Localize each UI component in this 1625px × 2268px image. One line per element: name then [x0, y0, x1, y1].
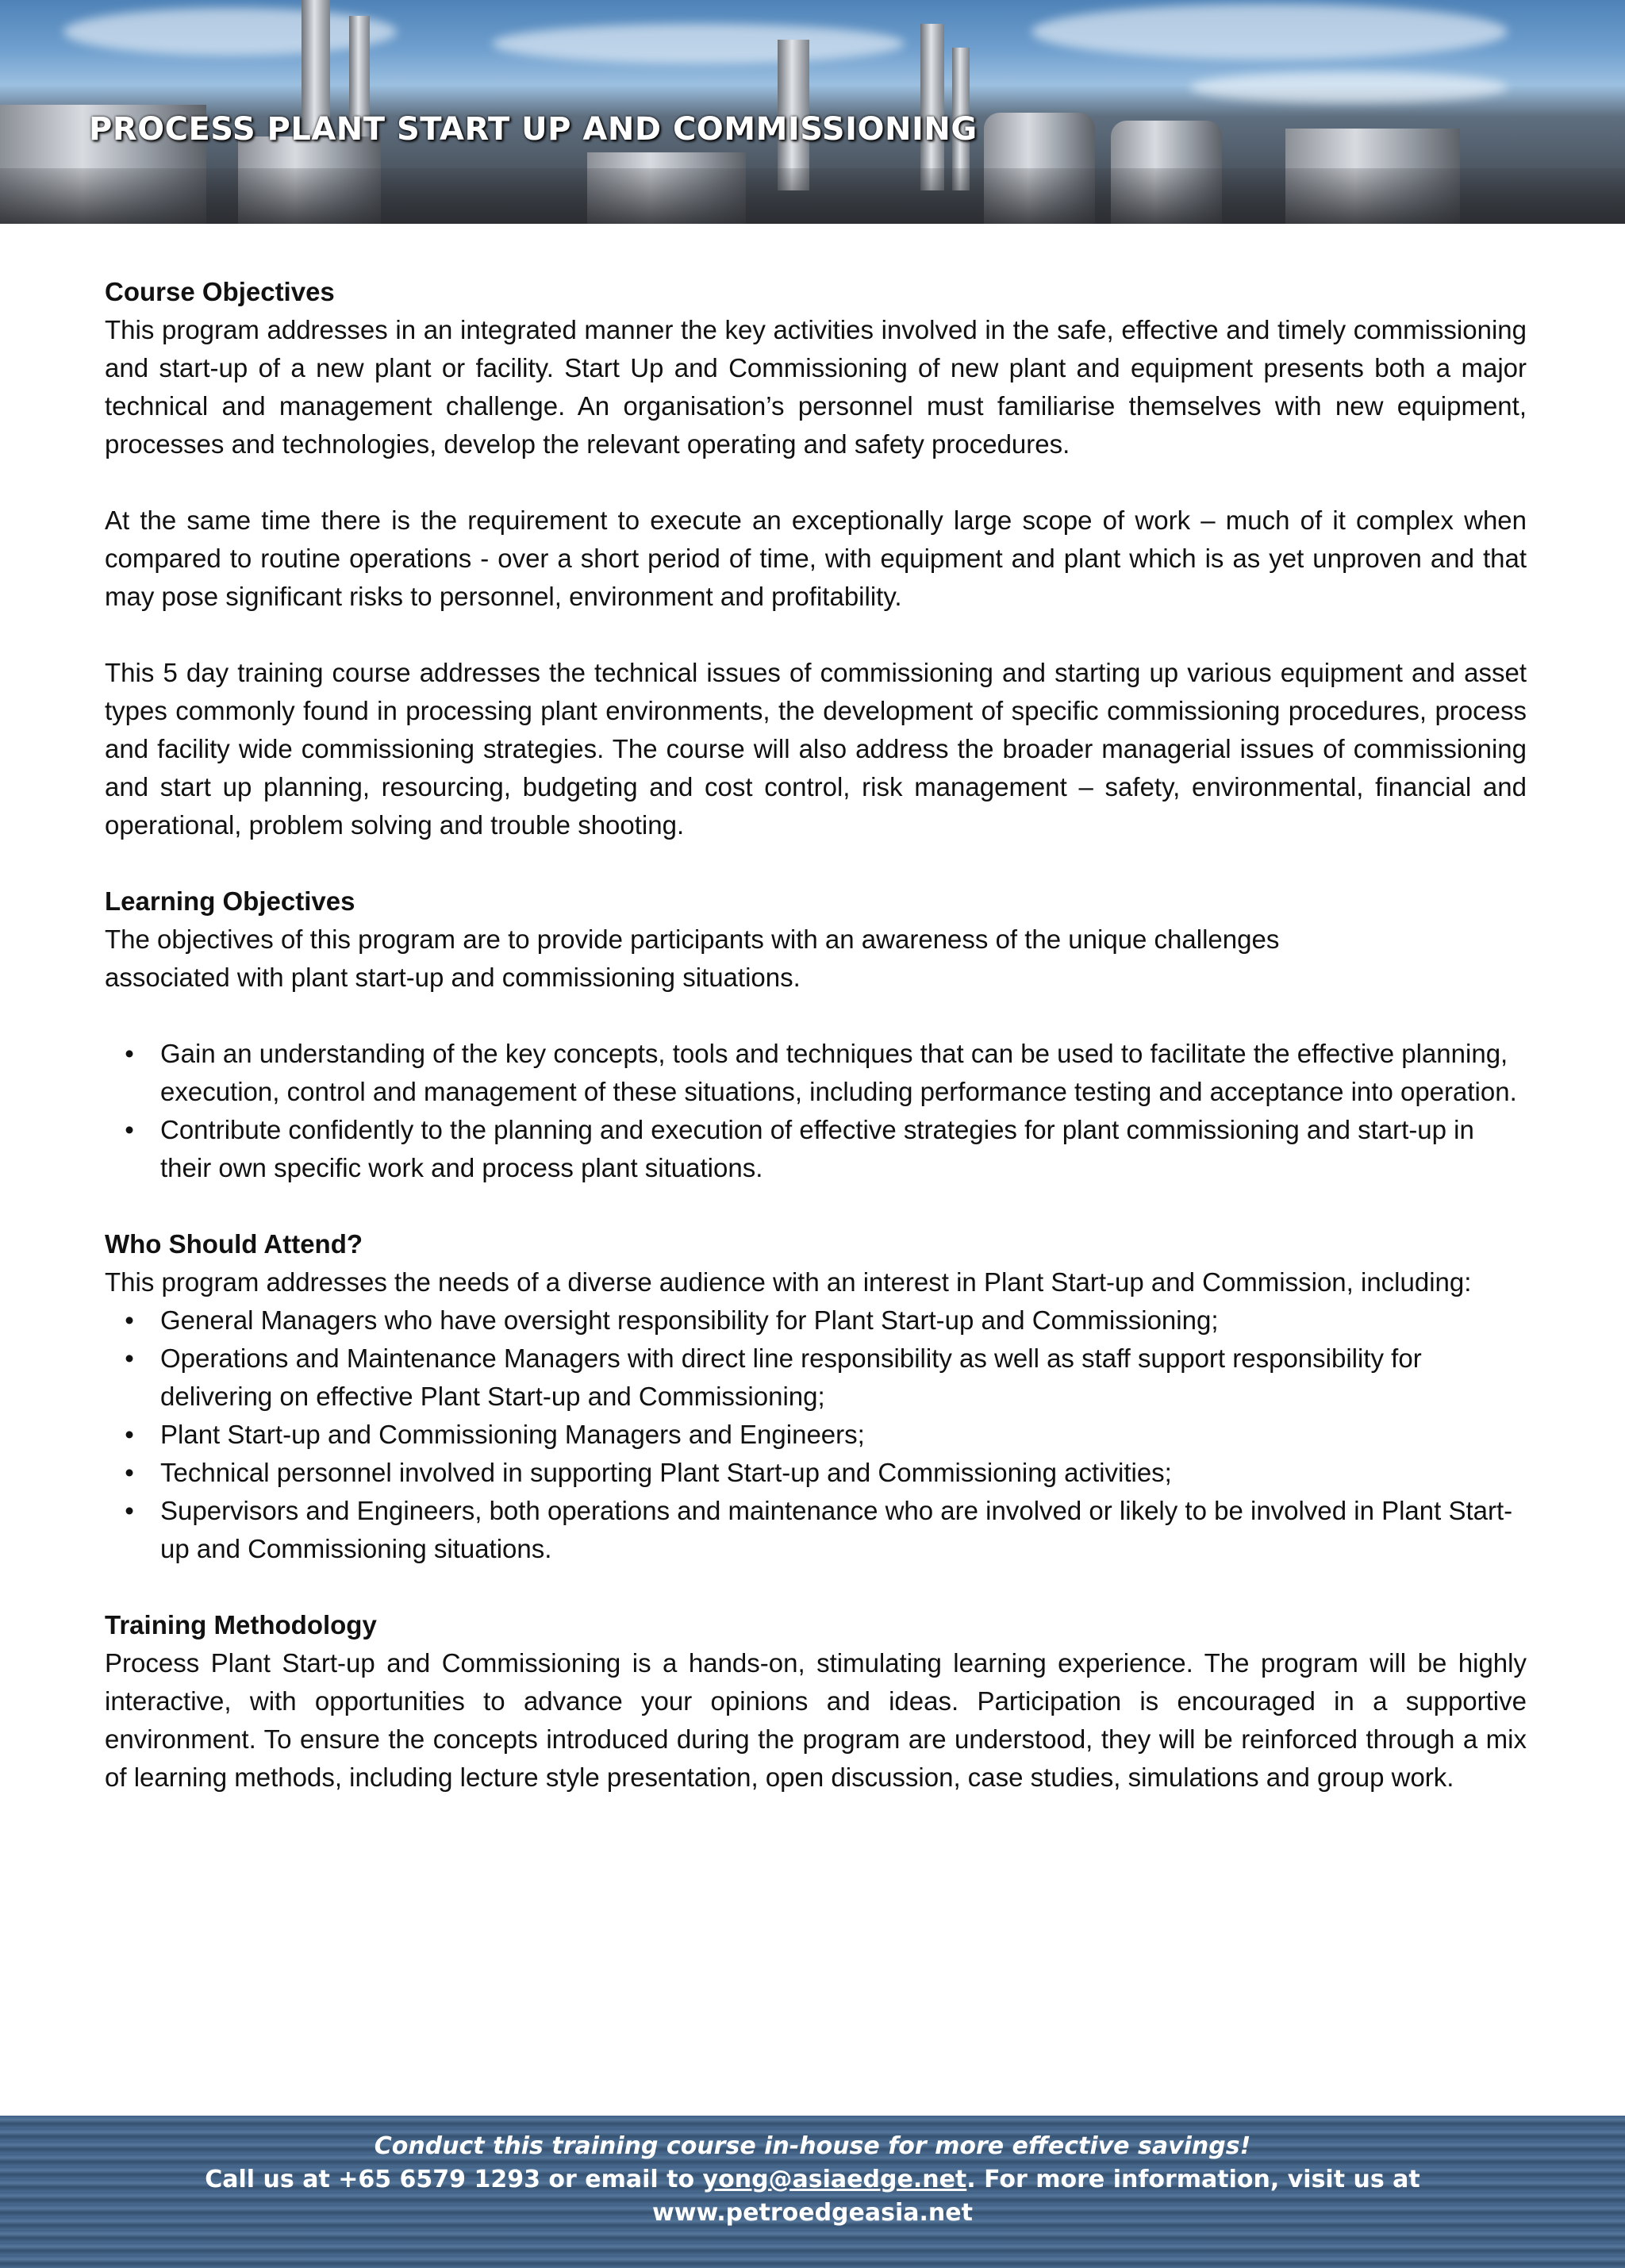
header-banner — [0, 0, 1625, 224]
page-title: PROCESS PLANT START UP AND COMMISSIONING — [89, 111, 978, 148]
course-objectives-paragraph: This 5 day training course addresses the technical issues of commissioning and starting up various equipment and asset types commonly found in processing plant environments, the development of specific commissioning procedures, process and facility wide commissioning strategies. The course will also address the broader managerial issues of commissioning and start up planning, resourcing, budgeting and cost control, risk management – safety, environmental, financial and operational, problem solving and trouble shooting. — [105, 658, 1527, 840]
bullet-icon: • — [125, 1420, 134, 1449]
bullet-icon: • — [125, 1496, 134, 1525]
footer-banner — [0, 2116, 1625, 2268]
list-item: • Supervisors and Engineers, both operations and maintenance who are involved or likely to be involved in Plant Start-up and Commissioning situations. — [105, 1492, 1527, 1568]
bullet-icon: • — [125, 1305, 134, 1335]
list-item: • Gain an understanding of the key concepts, tools and techniques that can be used to facilitate the effective planning, execution, control and management of these situations, including performance testing and acceptance into operation. — [105, 1035, 1527, 1111]
who-should-attend-heading: Who Should Attend? — [105, 1229, 363, 1259]
bullet-icon: • — [125, 1039, 134, 1068]
list-item: • Plant Start-up and Commissioning Managers and Engineers; — [105, 1416, 1527, 1454]
course-objectives-heading: Course Objectives — [105, 277, 335, 306]
training-methodology-heading: Training Methodology — [105, 1610, 377, 1639]
learning-objectives-intro: The objectives of this program are to provide participants with an awareness of the unique challenges associated with plant start-up and commissioning situations. — [105, 924, 1280, 992]
email-link[interactable]: yong@asiaedge.net — [702, 2166, 967, 2193]
course-objectives-paragraph: This program addresses in an integrated manner the key activities involved in the safe, effective and timely commissioning and start-up of a new plant or facility. Start Up and Commissioning of new plant and equipment presents both a major technical and management challenge. An organisation’s personnel must familiarise themselves with new equipment, processes and technologies, develop the relevant operating and safety procedures. — [105, 315, 1527, 459]
footer-contact-line: Call us at +65 6579 1293 or email to yong@asiaedge.net. For more information, visit us at — [205, 2166, 1420, 2193]
list-item: • General Managers who have oversight responsibility for Plant Start-up and Commissioning; — [105, 1301, 1527, 1340]
audience-list — [105, 1301, 1527, 1568]
learning-objectives-list — [105, 1035, 1527, 1187]
course-content — [105, 273, 1527, 1797]
bullet-icon: • — [125, 1458, 134, 1487]
list-item: • Technical personnel involved in supporting Plant Start-up and Commissioning activities; — [105, 1454, 1527, 1492]
list-item: • Operations and Maintenance Managers with direct line responsibility as well as staff support responsibility for delivering on effective Plant Start-up and Commissioning; — [105, 1340, 1527, 1416]
training-methodology-paragraph: Process Plant Start-up and Commissioning is a hands-on, stimulating learning experience. The program will be highly interactive, with opportunities to advance your opinions and ideas. Participation is encouraged in a supportive environment. To ensure the concepts introduced during the program are understood, they will be reinforced through a mix of learning methods, including lecture style presentation, open discussion, case studies, simulations and group work. — [105, 1648, 1527, 1792]
footer-tagline: Conduct this training course in-house for more effective savings! — [374, 2132, 1251, 2160]
website-link[interactable]: www.petroedgeasia.net — [652, 2199, 973, 2227]
list-item: • Contribute confidently to the planning and execution of effective strategies for plant commissioning and start-up in their own specific work and process plant situations. — [105, 1111, 1527, 1187]
learning-objectives-heading: Learning Objectives — [105, 886, 355, 916]
bullet-icon: • — [125, 1344, 134, 1373]
course-objectives-paragraph: At the same time there is the requirement to execute an exceptionally large scope of work – much of it complex when compared to routine operations - over a short period of time, with equipment and plant which is as yet unproven and that may pose significant risks to personnel, environment and profitability. — [105, 505, 1527, 611]
bullet-icon: • — [125, 1115, 134, 1144]
who-should-attend-intro: This program addresses the needs of a diverse audience with an interest in Plant Start-up and Commission, including: — [105, 1267, 1472, 1297]
